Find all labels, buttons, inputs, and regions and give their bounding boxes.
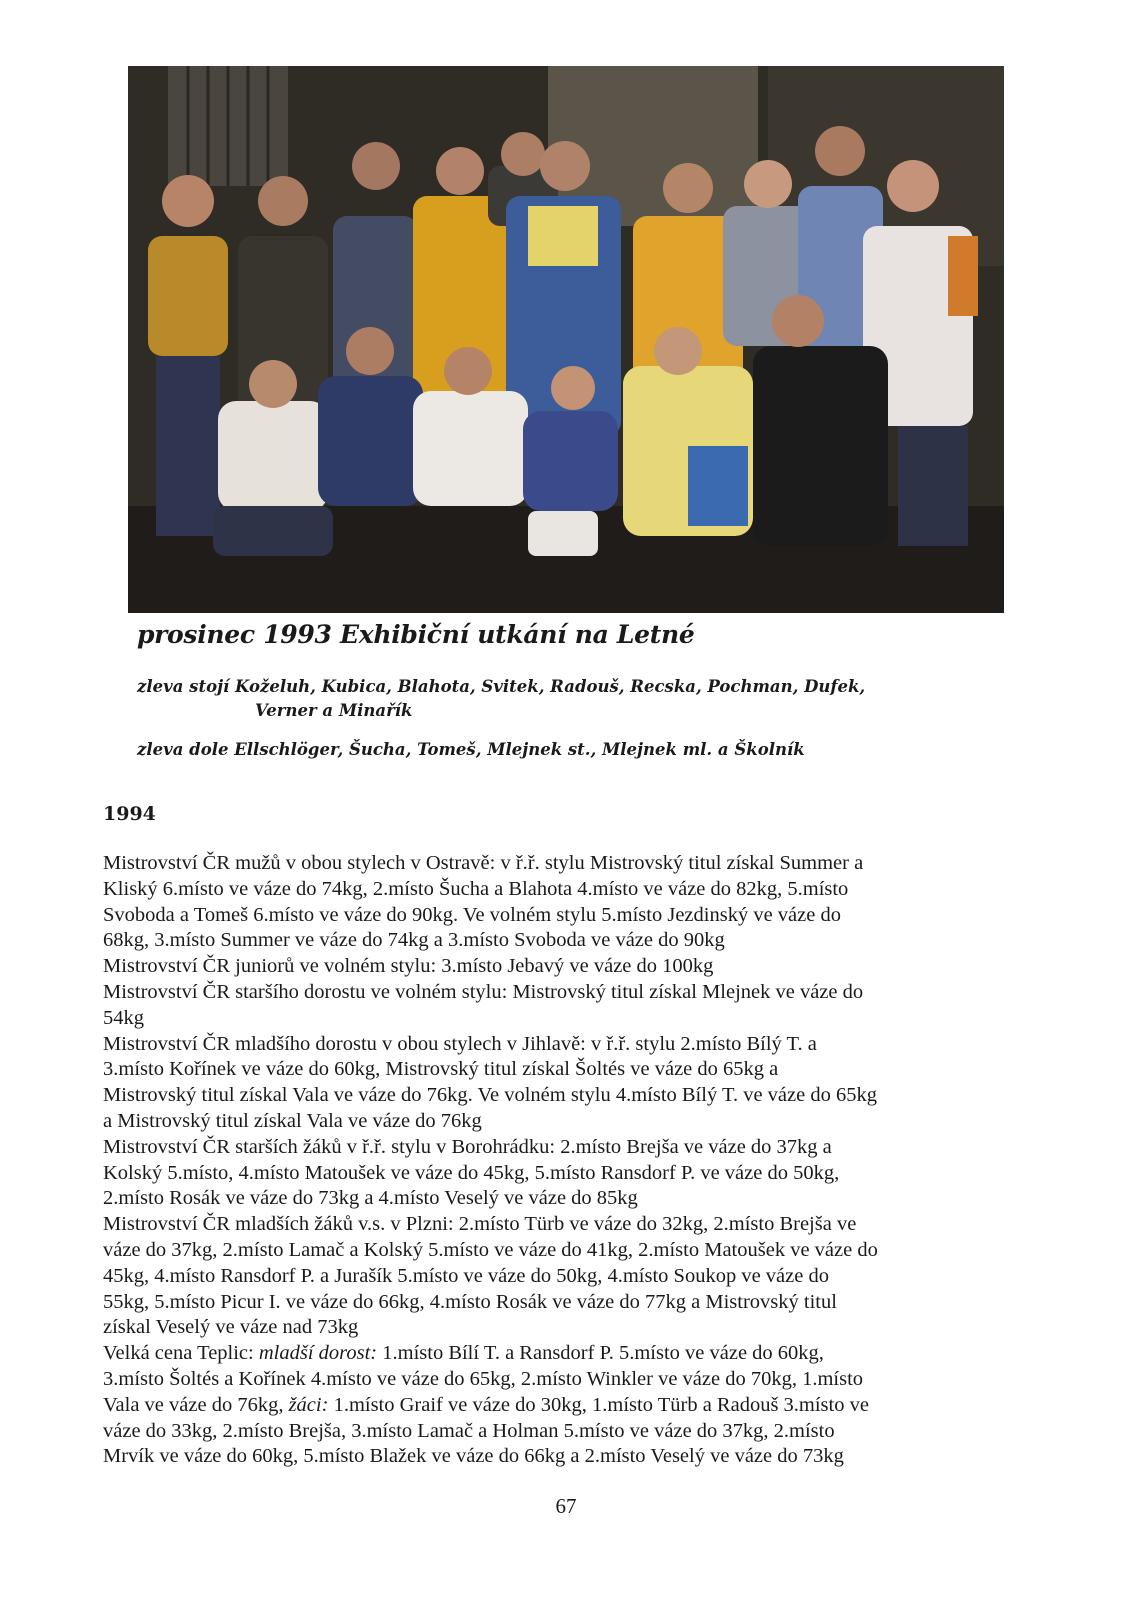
text-line [103, 1212, 1023, 1238]
text-line [103, 1264, 1023, 1290]
text-run: Mistrovství ČR mužů v obou stylech v Ostravě: v ř.ř. stylu Mistrovský titul získal Summer a [103, 852, 864, 874]
text-line [103, 1186, 1023, 1212]
text-run: Mistrovský titul získal Vala ve váze do 76kg. Ve volném stylu 4.místo Bílý T. ve váze do 65kg [103, 1084, 877, 1107]
team-photo-illustration [128, 66, 1004, 613]
text-line [103, 1238, 1023, 1264]
photo-caption-standing-continued: Verner a Minařík [255, 701, 413, 720]
text-run: 45kg, 4.místo Ransdorf P. a Jurašík 5.místo ve váze do 50kg, 4.místo Soukop ve váze do [103, 1264, 829, 1287]
text-run: Mistrovství ČR mladších žáků v.s. v Plzni: 2.místo Türb ve váze do 32kg, 2.místo Brejša ve [103, 1213, 857, 1236]
text-run: 68kg, 3.místo Summer ve váze do 74kg a 3.místo Svoboda ve váze do 90kg [103, 929, 725, 952]
text-run: 3.místo Šoltés a Kořínek 4.místo ve váze do 65kg, 2.místo Winkler ve váze do 70kg, 1.místo [103, 1367, 864, 1390]
text-run: Mistrovství ČR juniorů ve volném stylu: 3.místo Jebavý ve váze do 100kg [103, 955, 714, 978]
page-number: 67 [555, 1494, 577, 1518]
photo-caption-title: prosinec 1993 Exhibiční utkání na Letné [137, 620, 695, 649]
text-line [103, 1109, 1023, 1135]
text-run: získal Veselý ve váze nad 73kg [103, 1316, 359, 1339]
text-run: Kolský 5.místo, 4.místo Matoušek ve váze do 45kg, 5.místo Ransdorf P. ve váze do 50kg, [103, 1161, 840, 1184]
text-line [103, 1290, 1023, 1316]
text-line [103, 980, 1023, 1006]
text-run: 3.místo Kořínek ve váze do 60kg, Mistrovský titul získal Šoltés ve váze do 65kg a [103, 1058, 779, 1081]
text-line [103, 1444, 1023, 1470]
text-line [103, 1135, 1023, 1161]
photo-caption-standing: zleva stojí Koželuh, Kubica, Blahota, Svitek, Radouš, Recska, Pochman, Dufek, [137, 677, 866, 696]
text-line [103, 1161, 1023, 1187]
text-line [103, 1419, 1023, 1445]
text-line [103, 877, 1023, 903]
text-run: Vala ve váze do 76kg, [103, 1393, 289, 1416]
text-line [103, 928, 1023, 954]
text-line [103, 1006, 1023, 1032]
year-heading: 1994 [103, 803, 156, 825]
italic-category-label: žáci: [288, 1393, 329, 1416]
text-line [103, 851, 1023, 877]
text-run: 1.místo Graif ve váze do 30kg, 1.místo Türb a Radouš 3.místo ve [328, 1393, 869, 1416]
text-line [103, 954, 1023, 980]
team-photo [128, 66, 1004, 613]
text-run: 54kg [103, 1006, 144, 1029]
text-run: 55kg, 5.místo Picur I. ve váze do 66kg, 4.místo Rosák ve váze do 77kg a Mistrovský titul [103, 1290, 837, 1313]
text-line [103, 903, 1023, 929]
text-line [103, 1057, 1023, 1083]
text-run: Mistrovství ČR mladšího dorostu v obou stylech v Jihlavě: v ř.ř. stylu 2.místo Bílý T. a [103, 1032, 817, 1055]
text-run: Velká cena Teplic: [103, 1342, 259, 1365]
text-run: Mrvík ve váze do 60kg, 5.místo Blažek ve váze do 66kg a 2.místo Veselý ve váze do 73kg [103, 1445, 844, 1468]
text-run: Mistrovství ČR staršího dorostu ve volném stylu: Mistrovský titul získal Mlejnek ve váze do [103, 980, 864, 1003]
text-line [103, 1341, 1023, 1367]
text-run: 1.místo Bílí T. a Ransdorf P. 5.místo ve váze do 60kg, [377, 1342, 824, 1365]
text-run: Kliský 6.místo ve váze do 74kg, 2.místo Šucha a Blahota 4.místo ve váze do 82kg, 5.místo [103, 877, 849, 900]
text-line [103, 1032, 1023, 1058]
text-run: 2.místo Rosák ve váze do 73kg a 4.místo Veselý ve váze do 85kg [103, 1187, 638, 1210]
text-line [103, 1083, 1023, 1109]
text-line [103, 1393, 1023, 1419]
italic-category-label: mladší dorost: [258, 1342, 378, 1365]
text-run: váze do 33kg, 2.místo Brejša, 3.místo Lamač a Holman 5.místo ve váze do 37kg, 2.místo [103, 1419, 835, 1442]
text-run: Svoboda a Tomeš 6.místo ve váze do 90kg. Ve volném stylu 5.místo Jezdinský ve váze do [103, 903, 841, 926]
results-text [103, 851, 1023, 1470]
photo-caption-bottom-row: zleva dole Ellschlöger, Šucha, Tomeš, Mlejnek st., Mlejnek ml. a Školník [137, 740, 805, 759]
text-line [103, 1315, 1023, 1341]
text-run: Mistrovství ČR starších žáků v ř.ř. stylu v Borohrádku: 2.místo Brejša ve váze do 37kg a [103, 1135, 832, 1158]
text-run: a Mistrovský titul získal Vala ve váze do 76kg [103, 1109, 482, 1132]
text-line [103, 1367, 1023, 1393]
text-run: váze do 37kg, 2.místo Lamač a Kolský 5.místo ve váze do 41kg, 2.místo Matoušek ve váze do [103, 1238, 878, 1261]
